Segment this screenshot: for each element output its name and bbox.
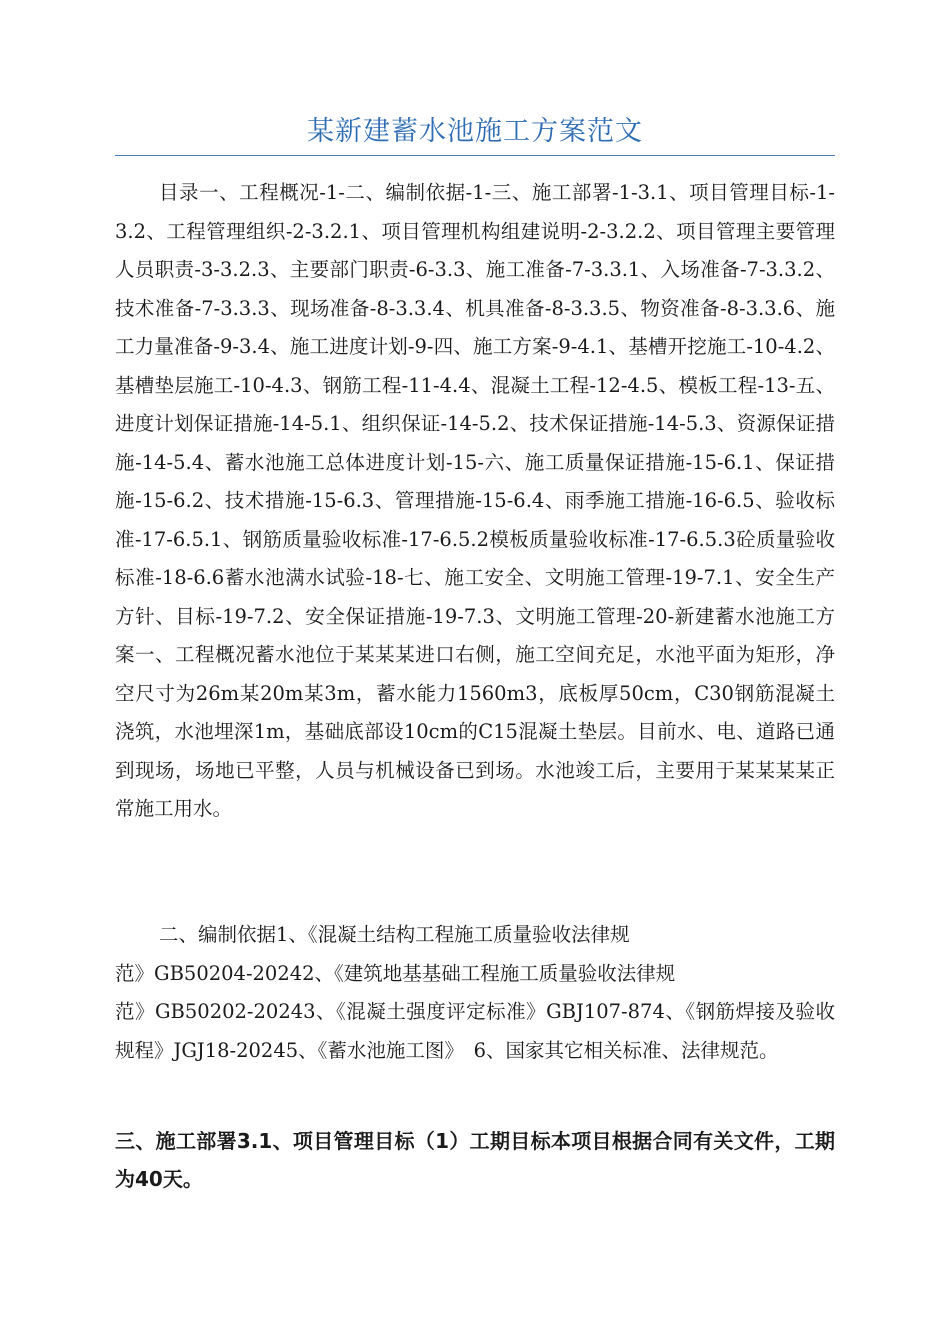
- toc-and-overview-paragraph: 目录一、工程概况-1-二、编制依据-1-三、施工部署-1-3.1、项目管理目标-1-3.2、工程管理组织-2-3.2.1、项目管理机构组建说明-2-3.2.2、项目管理主要管理人员职责-3-3.2.3、主要部门职责-6-3.3、施工准备-7-3.3.1、入场准备-7-3.3.2、技术准备-7-3.3.3、现场准备-8-3.3.4、机具准备-8-3.3.5、物资准备-8-3.3.6、施工力量准备-9-3.4、施工进度计划-9-四、施工方案-9-4.1、基槽开挖施工-10-4.2、基槽垫层施工-10-4.3、钢筋工程-11-4.4、混凝土工程-12-4.5、模板工程-13-五、进度计划保证措施-14-5.1、组织保证-14-5.2、技术保证措施-14-5.3、资源保证措施-14-5.4、蓄水池施工总体进度计划-15-六、施工质量保证措施-15-6.1、保证措施-15-6.2、技术措施-15-6.3、管理措施-15-6.4、雨季施工措施-16-6.5、验收标准-17-6.5.1、钢筋质量验收标准-17-6.5.2模板质量验收标准-17-6.5.3砼质量验收标准-18-6.6蓄水池满水试验-18-七、施工安全、文明施工管理-19-7.1、安全生产方针、目标-19-7.2、安全保证措施-19-7.3、文明施工管理-20-新建蓄水池施工方案一、工程概况蓄水池位于某某某进口右侧，施工空间充足，水池平面为矩形，净空尺寸为26m某20m某3m，蓄水能力1560m3，底板厚50cm，C30钢筋混凝土浇筑，水池埋深1m，基础底部设10cm的C15混凝土垫层。目前水、电、道路已通到现场，场地已平整，人员与机械设备已到场。水池竣工后，主要用于某某某某正常施工用水。: [115, 181, 835, 820]
- title-underline: [115, 155, 835, 156]
- compilation-basis-paragraph: [115, 916, 835, 1070]
- basis-line-2: 范》GB50204-20242、《建筑地基基础工程施工质量验收法律规: [115, 961, 676, 985]
- deployment-heading: 三、施工部署3.1、项目管理目标（1）工期目标本项目根据合同有关文件，工期为40天。: [115, 1129, 835, 1191]
- basis-line-1: 二、编制依据1、《混凝土结构工程施工质量验收法律规: [159, 923, 630, 946]
- document-title: 某新建蓄水池施工方案范文: [307, 116, 643, 147]
- basis-line-3: 范》GB50202-20243、《混凝土强度评定标准》GBJ107-874、《钢筋焊接及验收规程》JGJ18-20245、《蓄水池施工图》 6、国家其它相关标准、法律规范。: [115, 1000, 835, 1062]
